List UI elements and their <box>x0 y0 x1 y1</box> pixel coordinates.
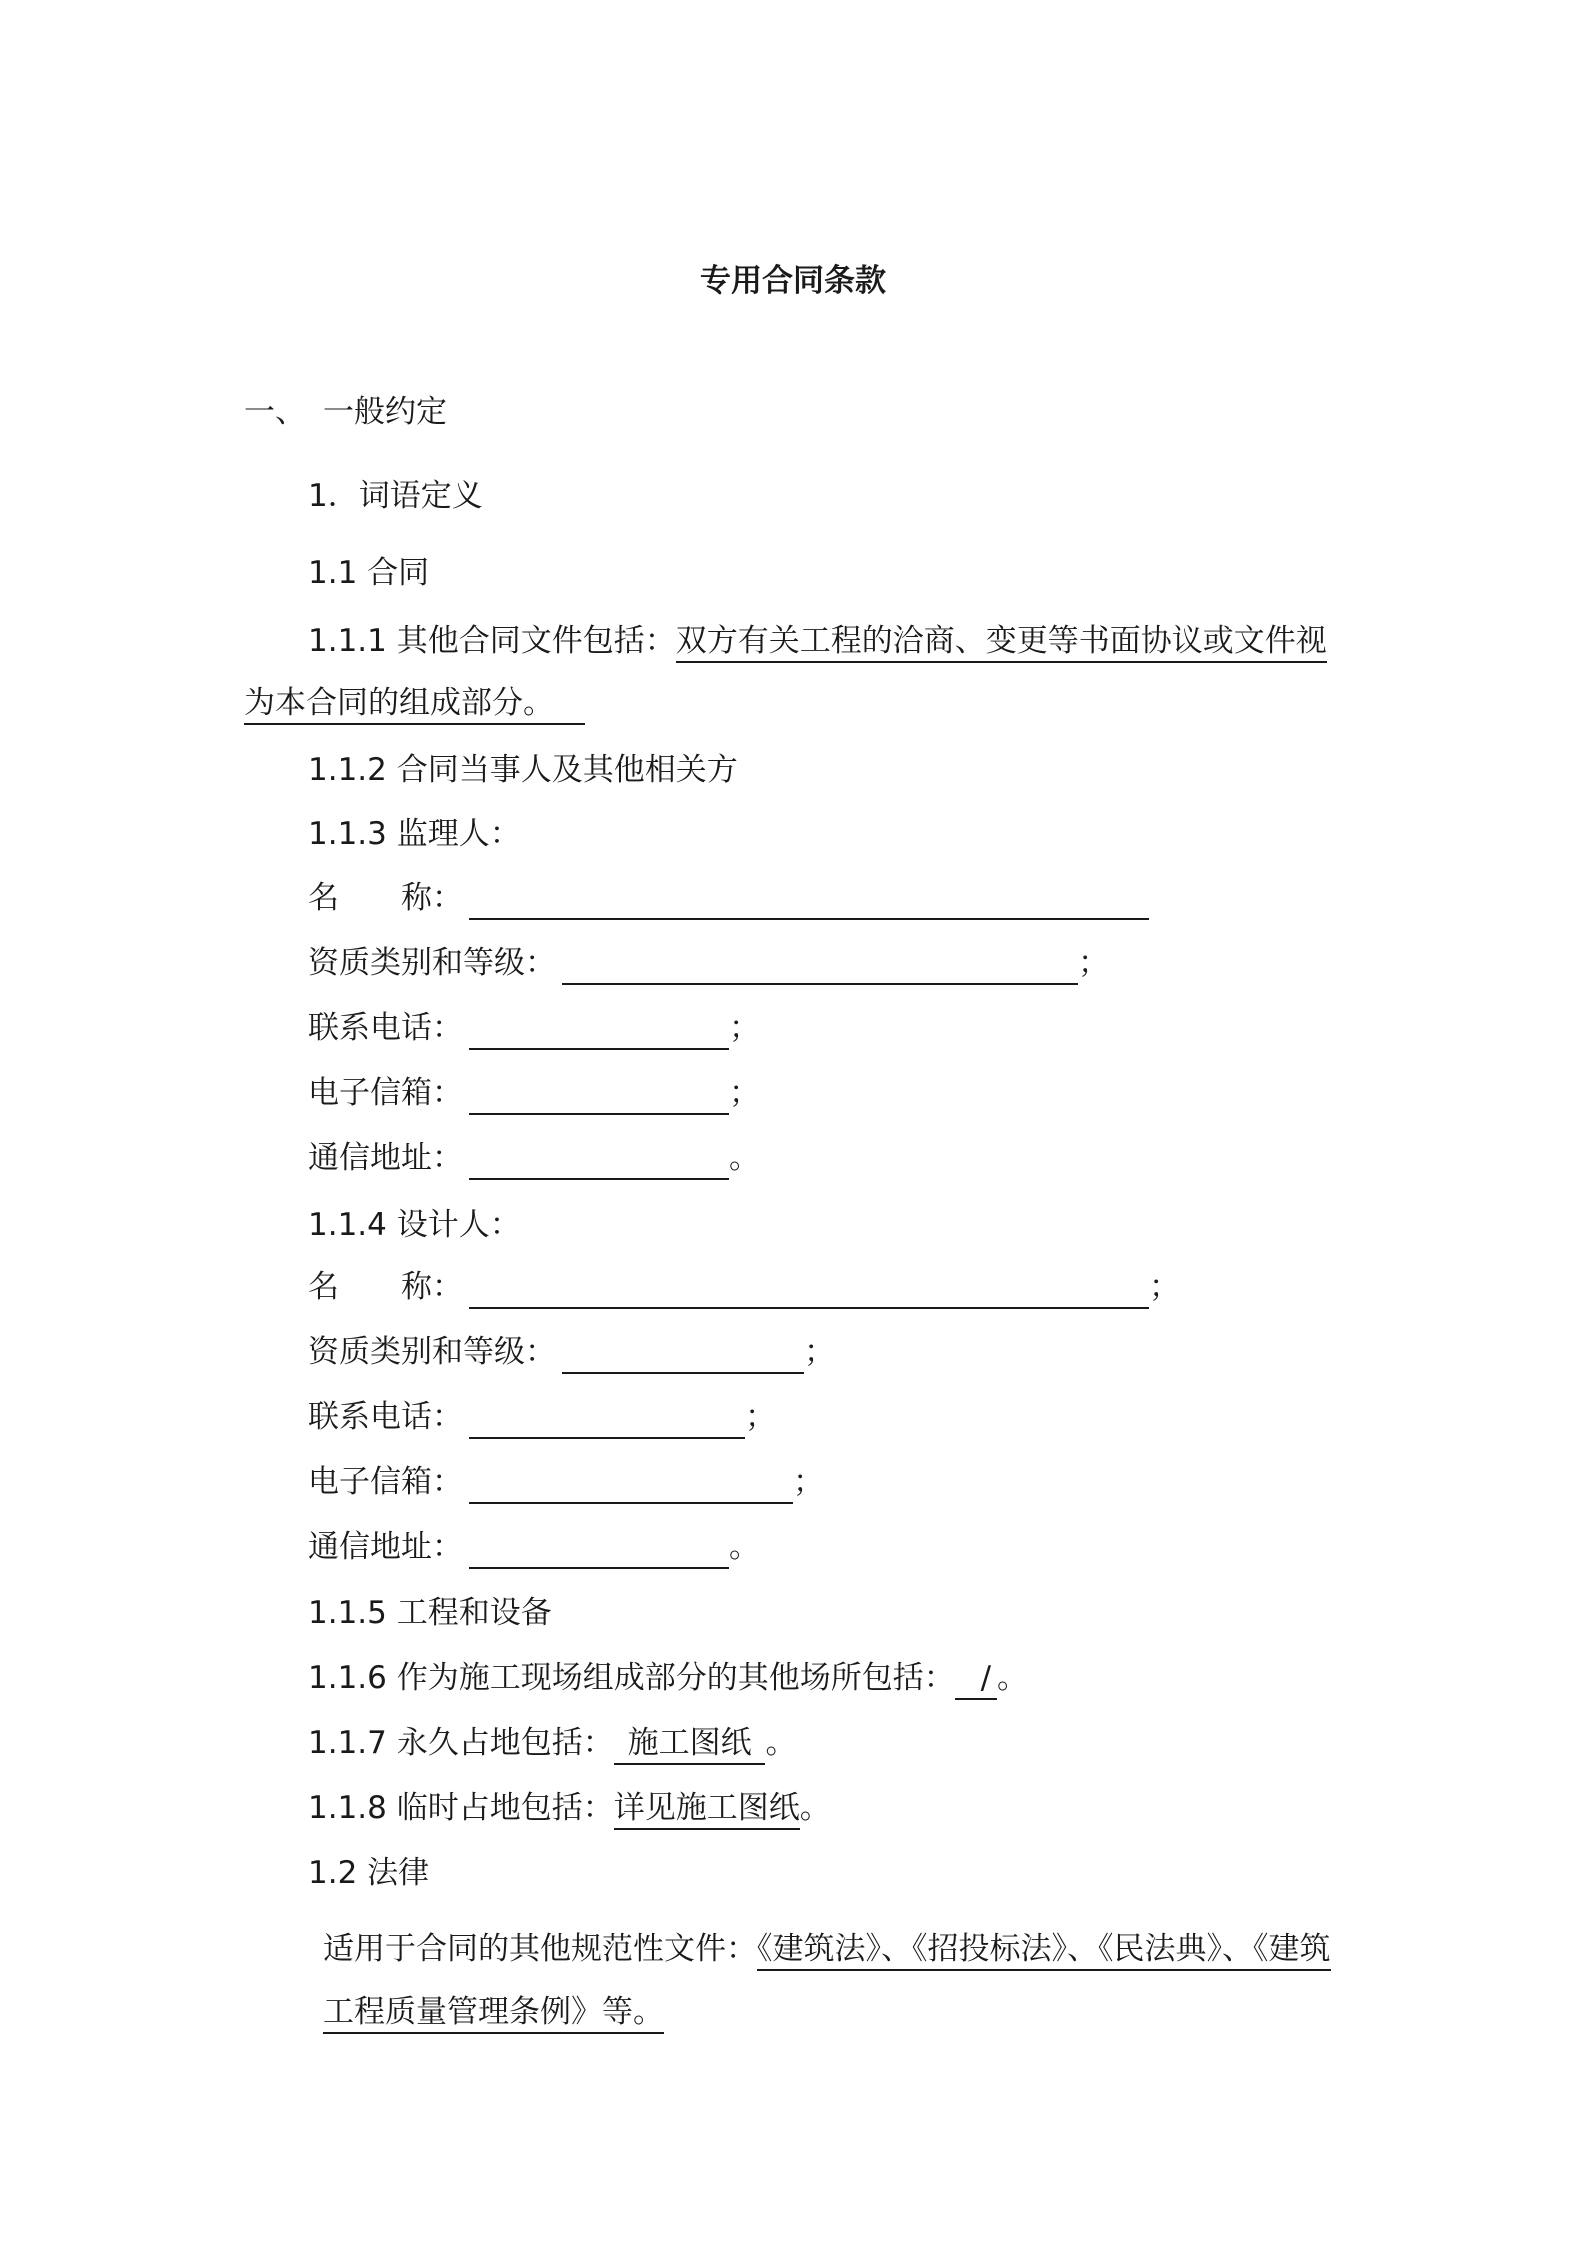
clause-1-1-3: 1.1.3 监理人： <box>308 816 521 852</box>
designer-name-blank[interactable] <box>469 1271 1149 1309</box>
filled-value: 工程质量管理条例》 <box>323 1994 602 2034</box>
field-label: 资质类别和等级： <box>308 945 556 981</box>
filled-value: 详见施工图纸 <box>614 1790 800 1830</box>
clause-1-1-7 <box>308 1721 796 1765</box>
supervisor-phone-blank[interactable] <box>469 1012 729 1050</box>
punctuation: ； <box>729 1010 760 1046</box>
field-label: 通信地址： <box>308 1140 463 1176</box>
supervisor-qualification-row <box>308 941 1109 985</box>
clause-1-2-body-cont <box>323 1990 664 2034</box>
designer-qualification-row <box>308 1330 835 1374</box>
designer-qualification-blank[interactable] <box>562 1336 804 1374</box>
field-label: 电子信箱： <box>308 1464 463 1500</box>
supervisor-phone-row <box>308 1006 760 1050</box>
designer-address-row <box>308 1525 760 1569</box>
filled-value-end: 等。 <box>602 1994 664 2034</box>
clause-1-1-8 <box>308 1786 831 1830</box>
field-label: 名 称： <box>308 1269 463 1305</box>
punctuation: ； <box>729 1075 760 1111</box>
clause-label: 1.1.7 永久占地包括： <box>308 1725 614 1761</box>
designer-name-row <box>308 1265 1180 1309</box>
supervisor-qualification-blank[interactable] <box>562 947 1078 985</box>
punctuation: ； <box>1078 945 1109 981</box>
punctuation: 。 <box>997 1660 1029 1696</box>
clause-1-1: 1.1 合同 <box>308 555 430 591</box>
section-number: 一、 <box>244 394 306 430</box>
filled-value: 为本合同的组成部分。 <box>244 685 585 725</box>
punctuation: ； <box>745 1399 776 1435</box>
punctuation: 。 <box>765 1725 797 1761</box>
field-label: 电子信箱： <box>308 1075 463 1111</box>
clause-1: 1．词语定义 <box>308 478 483 514</box>
designer-email-blank[interactable] <box>469 1466 793 1504</box>
supervisor-name-blank[interactable] <box>469 882 1149 920</box>
punctuation: ； <box>804 1334 835 1370</box>
supervisor-address-blank[interactable] <box>469 1142 729 1180</box>
punctuation: 。 <box>799 1790 831 1826</box>
clause-1-1-1-cont <box>244 681 585 725</box>
filled-value: / <box>955 1660 997 1700</box>
filled-value: 施工图纸 <box>614 1725 766 1765</box>
filled-value: 双方有关工程的洽商、变更等书面协议或文件视 <box>676 623 1327 663</box>
clause-label: 1.1.8 临时占地包括： <box>308 1790 614 1826</box>
clause-label: 适用于合同的其他规范性文件： <box>323 1931 757 1967</box>
clause-1-2: 1.2 法律 <box>308 1855 430 1891</box>
clause-label: 1.1.1 其他合同文件包括： <box>308 623 676 659</box>
field-label: 通信地址： <box>308 1529 463 1565</box>
field-label: 联系电话： <box>308 1399 463 1435</box>
filled-value: 《建筑法》、《招投标法》、《民法典》、《建筑 <box>757 1931 1331 1971</box>
page-title: 专用合同条款 <box>700 263 886 299</box>
section-heading: 一般约定 <box>323 394 447 430</box>
clause-1-1-2: 1.1.2 合同当事人及其他相关方 <box>308 752 738 788</box>
clause-1-1-4: 1.1.4 设计人： <box>308 1207 521 1243</box>
supervisor-name-row <box>308 876 1149 920</box>
clause-1-1-1 <box>308 619 1327 663</box>
designer-phone-row <box>308 1395 776 1439</box>
clause-1-1-6 <box>308 1656 1028 1700</box>
punctuation: ； <box>1149 1269 1180 1305</box>
field-label: 资质类别和等级： <box>308 1334 556 1370</box>
designer-address-blank[interactable] <box>469 1531 729 1569</box>
designer-email-row <box>308 1460 824 1504</box>
field-label: 名 称： <box>308 880 463 916</box>
supervisor-email-row <box>308 1071 760 1115</box>
punctuation: 。 <box>729 1140 760 1176</box>
field-label: 联系电话： <box>308 1010 463 1046</box>
clause-1-1-5: 1.1.5 工程和设备 <box>308 1595 552 1631</box>
clause-1-2-body <box>323 1927 1331 1971</box>
supervisor-address-row <box>308 1136 760 1180</box>
supervisor-email-blank[interactable] <box>469 1077 729 1115</box>
designer-phone-blank[interactable] <box>469 1401 745 1439</box>
punctuation: ； <box>793 1464 824 1500</box>
punctuation: 。 <box>729 1529 760 1565</box>
clause-label: 1.1.6 作为施工现场组成部分的其他场所包括： <box>308 1660 955 1696</box>
